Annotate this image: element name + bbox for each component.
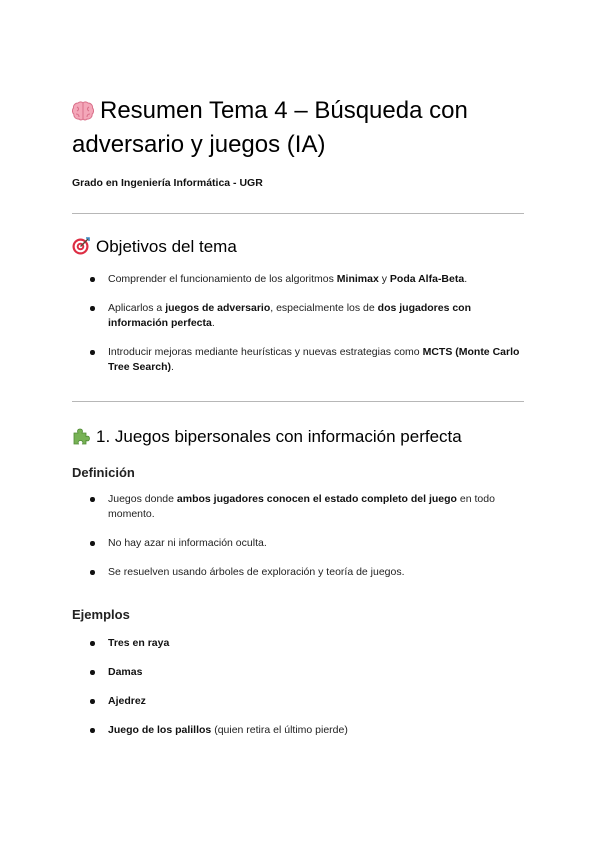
list-item bbox=[72, 694, 524, 709]
list-item-text: Introducir mejoras mediante heurísticas y nuevas estrategias como bbox=[108, 346, 423, 358]
section-title-text: Objetivos del tema bbox=[96, 237, 237, 256]
list-item-text: Comprender el funcionamiento de los algoritmos bbox=[108, 273, 337, 285]
target-icon bbox=[72, 237, 90, 261]
list-item-text: No hay azar ni información oculta. bbox=[108, 537, 267, 549]
list-item-text: en todo momento. bbox=[108, 493, 495, 520]
list-item-bold-text: Poda Alfa-Beta bbox=[389, 273, 465, 285]
list-item bbox=[72, 636, 524, 651]
list-item-text: . bbox=[211, 317, 215, 329]
list-item-text: Aplicarlos a bbox=[108, 302, 166, 314]
list-item-bold-text: Damas bbox=[108, 666, 143, 678]
list-item-bold-text: juegos de adversario bbox=[165, 302, 271, 314]
divider bbox=[72, 401, 524, 402]
document-subtitle: Grado en Ingeniería Informática - UGR bbox=[72, 177, 263, 189]
list-item bbox=[72, 665, 524, 680]
document-title bbox=[72, 0, 524, 160]
list-item-text: . bbox=[171, 361, 174, 373]
list-item-bold-text: Tres en raya bbox=[108, 637, 170, 649]
brain-icon bbox=[72, 98, 94, 129]
list-item-text: (quien retira el último pierde) bbox=[211, 724, 348, 736]
list-item-text: Se resuelven usando árboles de exploración y teoría de juegos. bbox=[108, 566, 405, 578]
section-title-text: 1. Juegos bipersonales con información perfecta bbox=[96, 427, 462, 446]
puzzle-piece-icon bbox=[72, 427, 90, 451]
list-item bbox=[72, 272, 524, 287]
list-item bbox=[72, 723, 524, 738]
list-item-bold-text: Juego de los palillos bbox=[108, 724, 212, 736]
list-item-text: . bbox=[464, 273, 468, 285]
examples-list bbox=[72, 636, 524, 738]
objectives-list bbox=[72, 272, 524, 375]
list-item bbox=[72, 565, 524, 580]
list-item-bold-text: Minimax bbox=[336, 273, 379, 285]
list-item-text: y bbox=[378, 273, 390, 285]
list-item-bold-text: ambos jugadores conocen el estado completo del juego bbox=[176, 493, 457, 505]
examples-heading: Ejemplos bbox=[72, 607, 130, 622]
list-item bbox=[72, 301, 524, 331]
list-item-text: Juegos donde bbox=[108, 493, 177, 505]
section-title-objectives bbox=[72, 236, 524, 261]
list-item-bold-text: MCTS (Monte Carlo Tree Search) bbox=[108, 346, 520, 373]
definition-list bbox=[72, 492, 524, 580]
section-title-games bbox=[72, 426, 524, 451]
list-item bbox=[72, 345, 524, 375]
list-item bbox=[72, 536, 524, 551]
list-item-text: , especialmente los de bbox=[270, 302, 378, 314]
divider bbox=[72, 213, 524, 214]
title-text: Resumen Tema 4 – Búsqueda con adversario y juegos (IA) bbox=[72, 97, 468, 158]
definition-heading: Definición bbox=[72, 465, 135, 480]
list-item-bold-text: dos jugadores con información perfecta bbox=[108, 302, 472, 329]
list-item bbox=[72, 492, 524, 522]
list-item-bold-text: Ajedrez bbox=[108, 695, 146, 707]
